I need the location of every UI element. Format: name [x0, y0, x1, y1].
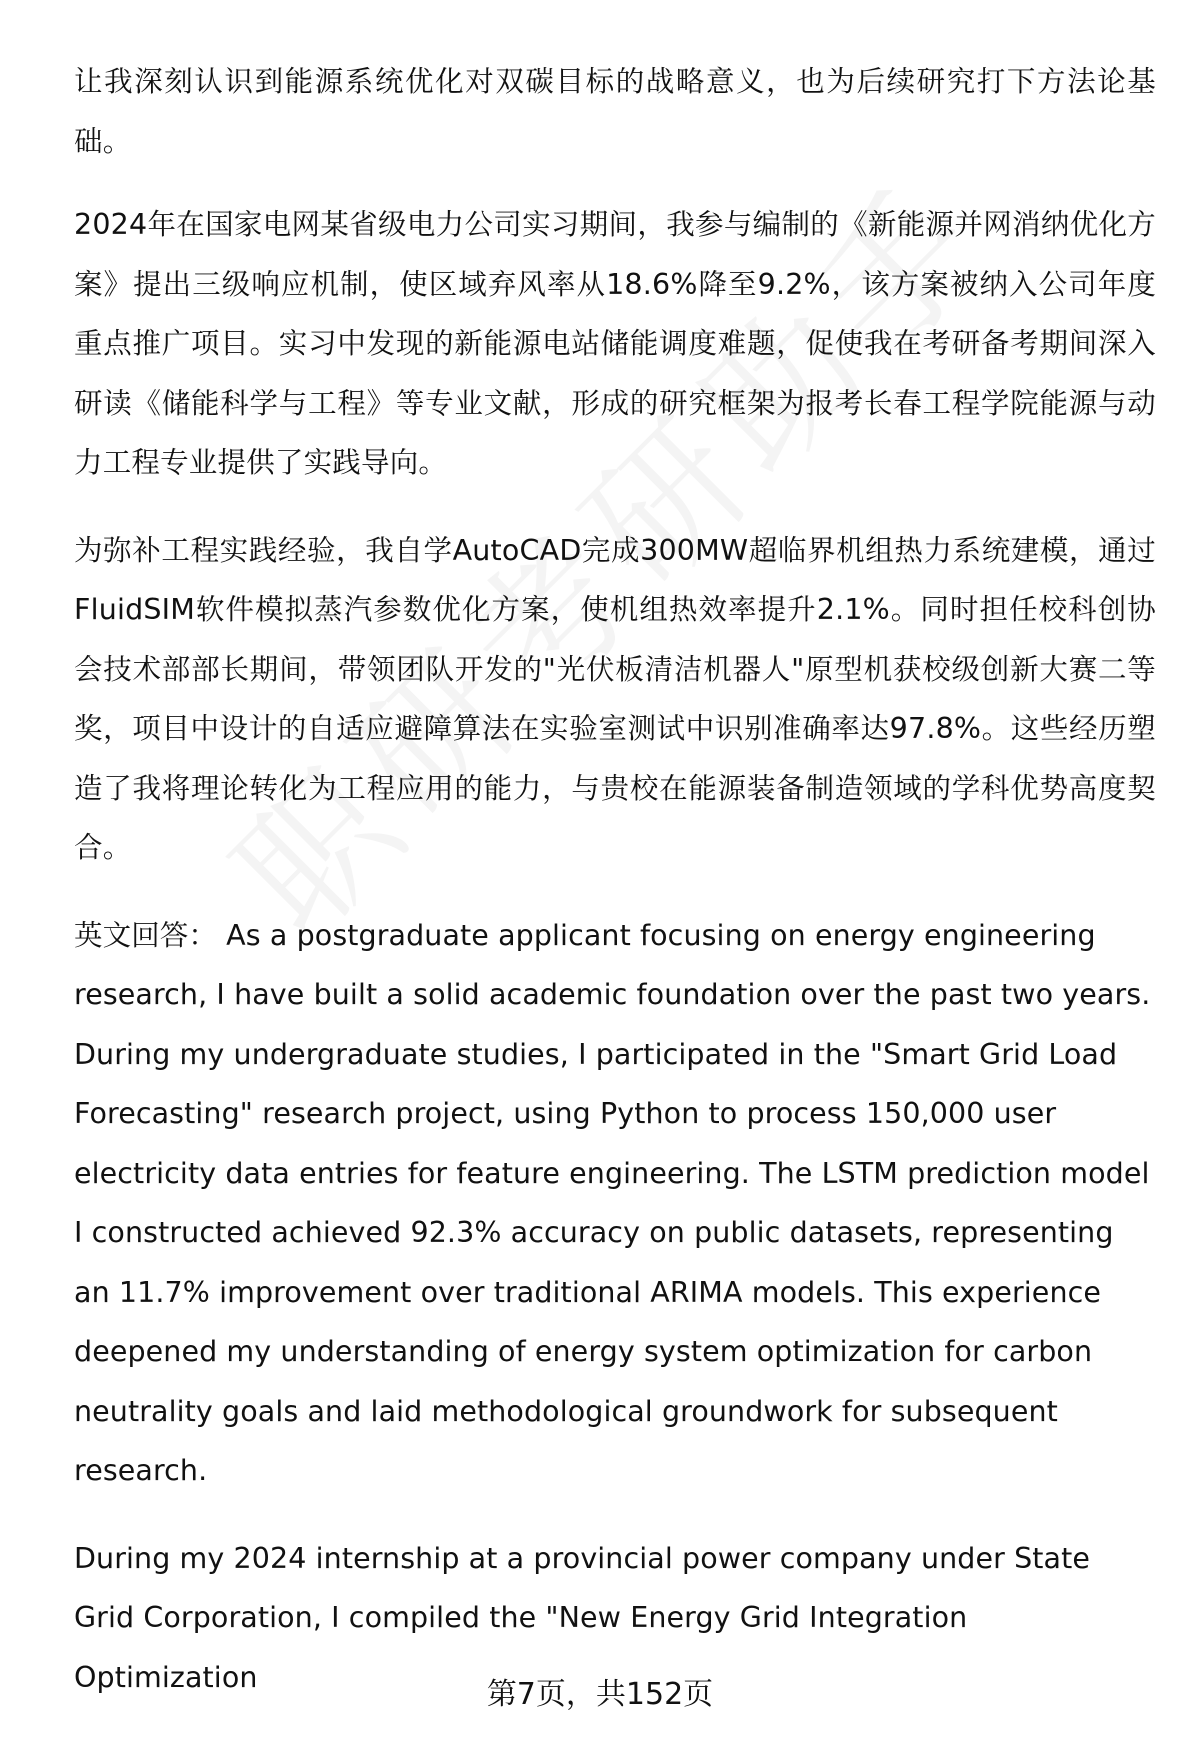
page-number-footer: 第7页，共152页 — [486, 1677, 714, 1712]
paragraph-3: 为弥补工程实践经验，我自学AutoCAD完成300MW超临界机组热力系统建模，通过FluidSIM软件模拟蒸汽参数优化方案，使机组热效率提升2.1%。同时担任校科创协会技术部部长期间，带领团队开发的"光伏板清洁机器人"原型机获校级创新大赛二等奖，项目中设计的自适应避障算法在实验室测试中识别准确率达97.8%。这些经历塑造了我将理论转化为工程应用的能力，与贵校在能源装备制造领域的学科优势高度契合。 — [74, 533, 1156, 864]
document-body — [74, 52, 1156, 1735]
paragraph-2: 2024年在国家电网某省级电力公司实习期间，我参与编制的《新能源并网消纳优化方案》提出三级响应机制，使区域弃风率从18.6%降至9.2%，该方案被纳入公司年度重点推广项目。实习中发现的新能源电站储能调度难题，促使我在考研备考期间深入研读《储能科学与工程》等专业文献，形成的研究框架为报考长春工程学院能源与动力工程专业提供了实践导向。 — [74, 208, 1156, 479]
paragraph-5-english: During my 2024 internship at a provincial power company under State Grid Corporation, I compiled the "New Energy Grid Integration Optimization — [74, 1541, 1091, 1694]
paragraph-1: 让我深刻认识到能源系统优化对双碳目标的战略意义，也为后续研究打下方法论基础。 — [74, 65, 1156, 158]
paragraph-4-english: 英文回答： As a postgraduate applicant focusing on energy engineering research, I have built a solid academic foundation over the past two years. During my undergraduate studies, I participated in the "Smart Grid Load Forecasting" research project, using Python to process 150,000 user electricity data entries for feature engineering. The LSTM prediction model I constructed achieved 92.3% accuracy on public datasets, representing an 11.7% improvement over traditional ARIMA models. This experience deepened my understanding of energy system optimization for carbon neutrality goals and laid methodological groundwork for subsequent research. — [74, 918, 1151, 1487]
